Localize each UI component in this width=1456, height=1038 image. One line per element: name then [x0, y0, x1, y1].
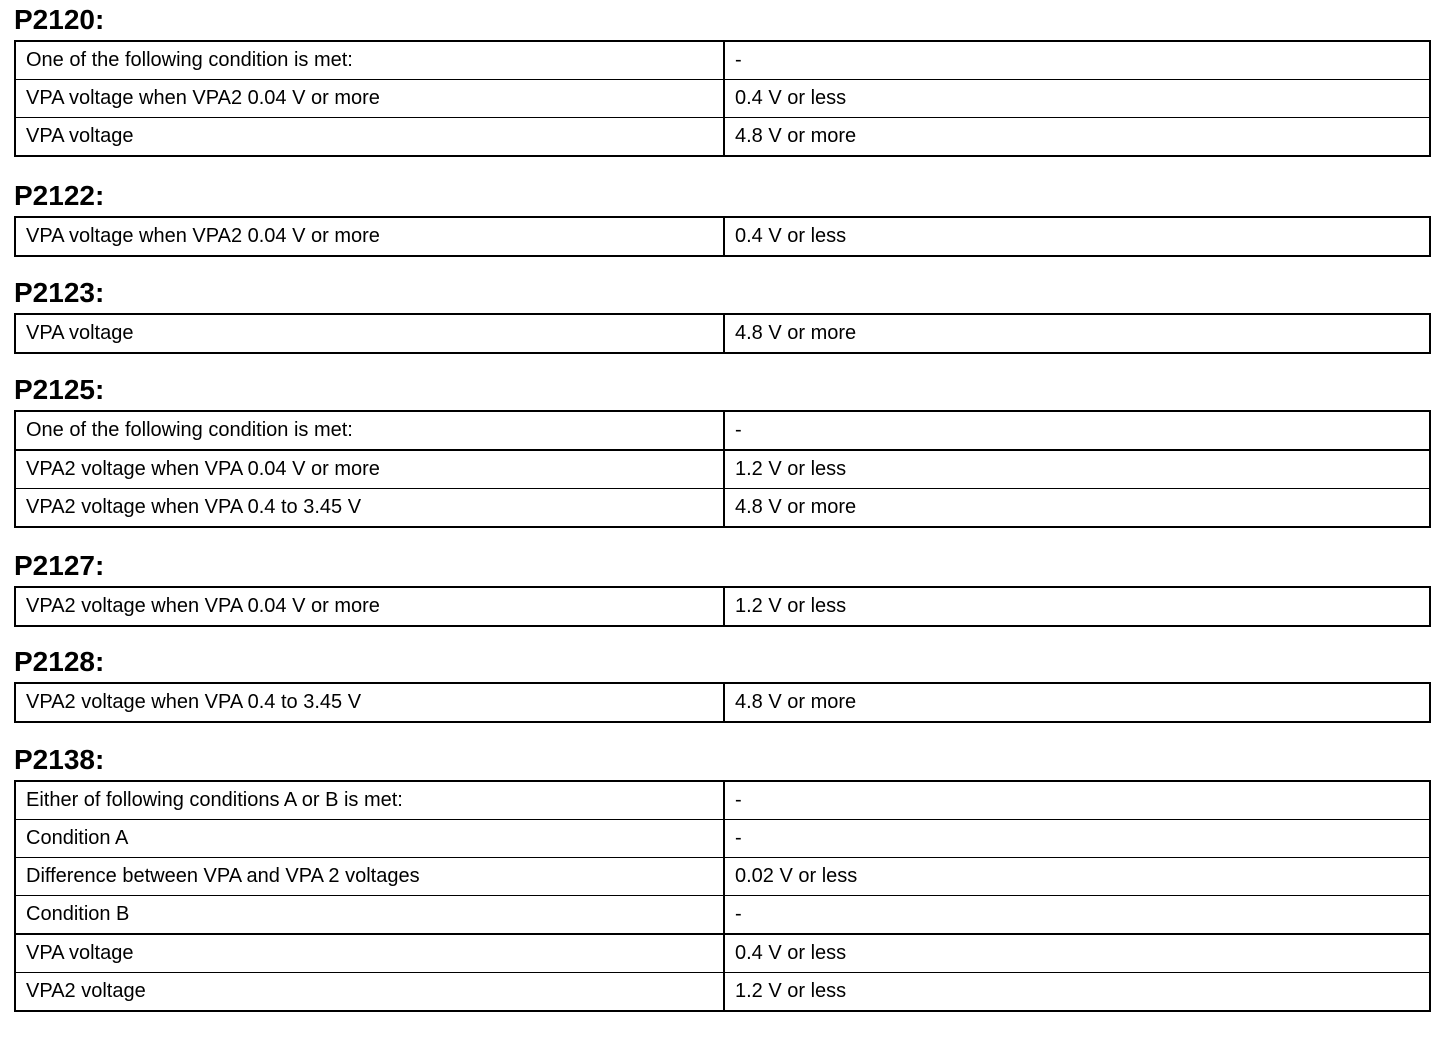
table-row [15, 683, 1430, 722]
value-cell: - [724, 411, 1430, 450]
value-cell: - [724, 820, 1430, 858]
value-cell: 4.8 V or more [724, 489, 1430, 528]
section-p2138 [14, 740, 1430, 1012]
value-cell: - [724, 896, 1430, 935]
value-cell: 1.2 V or less [724, 973, 1430, 1012]
section-title: P2125: [14, 374, 105, 405]
table-row [15, 820, 1430, 858]
value-cell: 0.4 V or less [724, 217, 1430, 256]
section-title: P2128: [14, 646, 105, 677]
table-row [15, 858, 1430, 896]
value-cell: 4.8 V or more [724, 118, 1430, 157]
condition-cell: Either of following conditions A or B is met: [15, 781, 724, 820]
table-row [15, 489, 1430, 528]
value-cell: 1.2 V or less [724, 450, 1430, 489]
value-cell: 4.8 V or more [724, 314, 1430, 353]
condition-cell: VPA2 voltage when VPA 0.4 to 3.45 V [15, 489, 724, 528]
condition-cell: VPA voltage when VPA2 0.04 V or more [15, 80, 724, 118]
condition-cell: Difference between VPA and VPA 2 voltages [15, 858, 724, 896]
condition-table [14, 586, 1431, 627]
section-p2120 [14, 0, 1430, 157]
table-row [15, 314, 1430, 353]
table-row [15, 450, 1430, 489]
value-cell: 0.4 V or less [724, 80, 1430, 118]
section-title: P2120: [14, 4, 105, 35]
section-title: P2138: [14, 744, 105, 775]
section-title: P2127: [14, 550, 105, 581]
condition-cell: VPA2 voltage when VPA 0.04 V or more [15, 587, 724, 626]
value-cell: 0.4 V or less [724, 934, 1430, 973]
condition-table [14, 682, 1431, 723]
section-p2127 [14, 546, 1430, 627]
table-row [15, 41, 1430, 80]
table-row [15, 80, 1430, 118]
section-p2125 [14, 370, 1430, 528]
condition-cell: One of the following condition is met: [15, 41, 724, 80]
condition-cell: VPA voltage [15, 118, 724, 157]
condition-table [14, 313, 1431, 354]
condition-cell: VPA voltage [15, 314, 724, 353]
table-row [15, 587, 1430, 626]
table-row [15, 896, 1430, 935]
value-cell: - [724, 41, 1430, 80]
section-title: P2122: [14, 180, 105, 211]
condition-table [14, 410, 1431, 528]
value-cell: 1.2 V or less [724, 587, 1430, 626]
condition-cell: Condition A [15, 820, 724, 858]
table-row [15, 217, 1430, 256]
section-p2128 [14, 642, 1430, 723]
section-title: P2123: [14, 277, 105, 308]
condition-cell: VPA voltage when VPA2 0.04 V or more [15, 217, 724, 256]
value-cell: - [724, 781, 1430, 820]
condition-table [14, 780, 1431, 1012]
value-cell: 0.02 V or less [724, 858, 1430, 896]
condition-cell: Condition B [15, 896, 724, 935]
condition-cell: VPA2 voltage when VPA 0.04 V or more [15, 450, 724, 489]
condition-cell: VPA voltage [15, 934, 724, 973]
table-row [15, 973, 1430, 1012]
condition-table [14, 216, 1431, 257]
condition-cell: VPA2 voltage [15, 973, 724, 1012]
table-row [15, 118, 1430, 157]
table-row [15, 781, 1430, 820]
condition-table [14, 40, 1431, 157]
value-cell: 4.8 V or more [724, 683, 1430, 722]
table-row [15, 411, 1430, 450]
condition-cell: One of the following condition is met: [15, 411, 724, 450]
section-p2123 [14, 273, 1430, 354]
section-p2122 [14, 176, 1430, 257]
condition-cell: VPA2 voltage when VPA 0.4 to 3.45 V [15, 683, 724, 722]
table-row [15, 934, 1430, 973]
